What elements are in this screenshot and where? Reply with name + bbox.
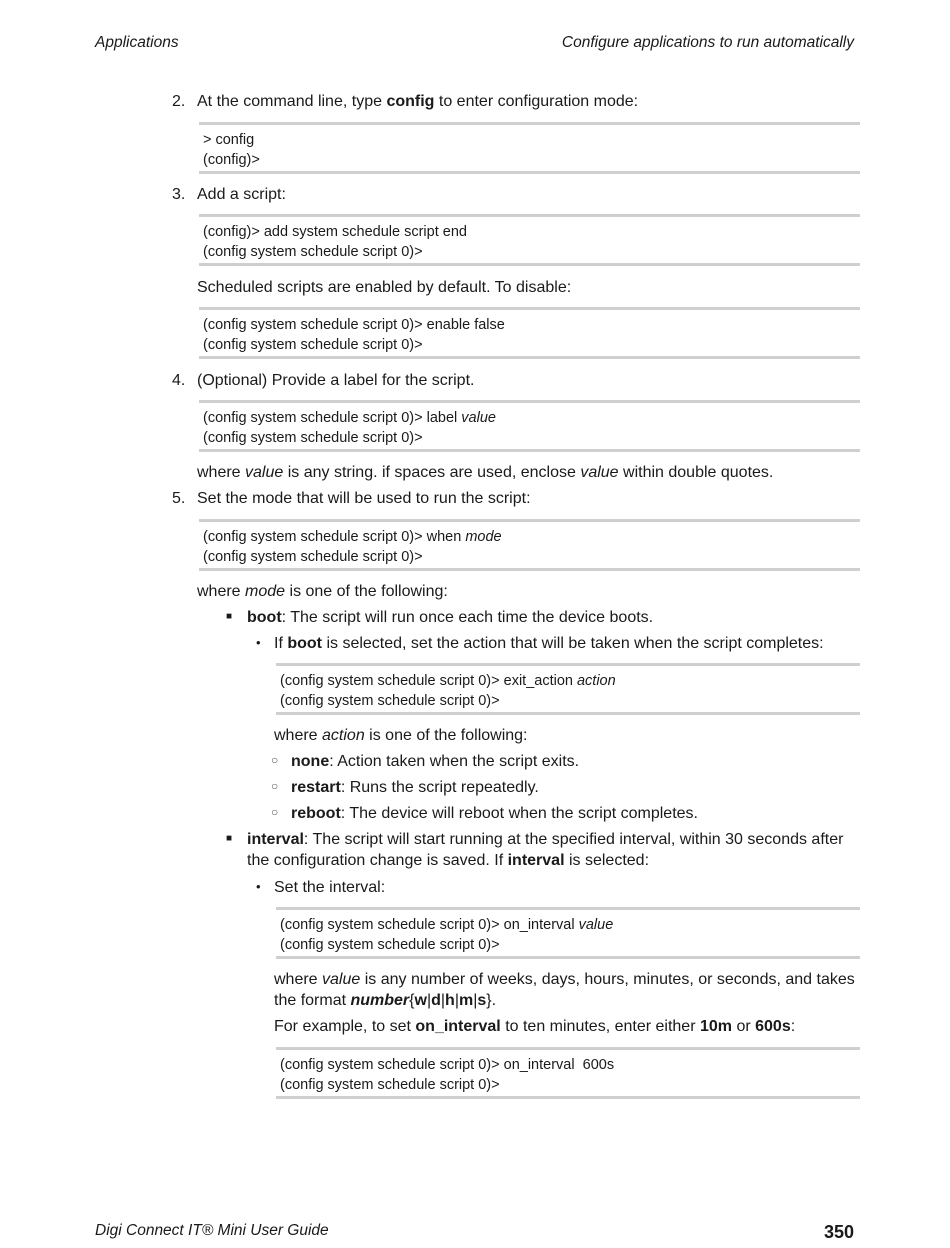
code-line: (config system schedule script 0)> label value	[203, 410, 496, 426]
step-3-text: Add a script:	[197, 186, 286, 203]
paragraph: For example, to set on_interval to ten minutes, enter either 10m or 600s:	[274, 1018, 796, 1035]
list-item: Set the interval:	[274, 879, 386, 896]
code-block	[276, 663, 860, 715]
list-item: If boot is selected, set the action that will be taken when the script completes:	[274, 635, 824, 652]
code-block	[199, 307, 860, 359]
code-line: (config system schedule script 0)> exit_action action	[280, 673, 616, 689]
code-line: (config system schedule script 0)>	[280, 937, 500, 953]
code-block	[199, 400, 860, 452]
code-line: (config system schedule script 0)> enable false	[203, 317, 505, 333]
code-line: (config system schedule script 0)>	[203, 244, 423, 260]
code-line: > config	[203, 132, 255, 148]
paragraph: where value is any string. if spaces are used, enclose value within double quotes.	[197, 464, 774, 481]
step-number: 3.	[172, 186, 186, 203]
running-footer-title: Digi Connect IT® Mini User Guide	[95, 1222, 329, 1239]
code-block	[276, 1047, 860, 1099]
code-line: (config system schedule script 0)> on_interval 600s	[280, 1057, 615, 1073]
step-number: 4.	[172, 372, 186, 389]
step-2-text: At the command line, type config to enter configuration mode:	[197, 93, 639, 110]
running-header-right: Configure applications to run automatically	[561, 34, 854, 51]
paragraph: Scheduled scripts are enabled by default. To disable:	[197, 279, 572, 296]
list-item: none: Action taken when the script exits.	[291, 753, 580, 770]
circle-bullet-icon: ○	[271, 779, 279, 793]
step-4-text: (Optional) Provide a label for the script.	[197, 372, 475, 389]
paragraph: where value is any number of weeks, days, hours, minutes, or seconds, and takes the format number{w|d|h|m|s}.	[274, 971, 855, 1009]
list-item: boot: The script will run once each time the device boots.	[247, 609, 654, 626]
circle-bullet-icon: ○	[271, 753, 279, 767]
code-line: (config system schedule script 0)>	[203, 549, 423, 565]
code-line: (config system schedule script 0)> on_interval value	[280, 917, 614, 933]
code-block	[199, 214, 860, 266]
step-5-text: Set the mode that will be used to run the script:	[197, 490, 531, 507]
paragraph: where action is one of the following:	[274, 727, 528, 744]
list-item: reboot: The device will reboot when the script completes.	[291, 805, 698, 822]
code-line: (config system schedule script 0)>	[280, 1077, 500, 1093]
code-block	[199, 519, 860, 571]
running-header-left: Applications	[95, 34, 179, 51]
list-item: restart: Runs the script repeatedly.	[291, 779, 539, 796]
list-item-line: the configuration change is saved. If interval is selected:	[247, 852, 650, 869]
code-block	[276, 907, 860, 959]
code-line: (config)>	[203, 152, 260, 168]
circle-bullet-icon: ○	[271, 805, 279, 819]
step-number: 2.	[172, 93, 186, 110]
code-line: (config system schedule script 0)>	[203, 430, 423, 446]
page-number: 350	[823, 1222, 854, 1242]
list-item-line: interval: The script will start running at the specified interval, within 30 seconds after	[247, 831, 844, 848]
code-line: (config system schedule script 0)> when mode	[203, 529, 502, 545]
list-item	[247, 829, 843, 871]
paragraph: where mode is one of the following:	[197, 583, 448, 600]
code-line: (config)> add system schedule script end	[203, 224, 467, 240]
code-line: (config system schedule script 0)>	[203, 337, 423, 353]
code-line: (config system schedule script 0)>	[280, 693, 500, 709]
dot-bullet-icon: •	[256, 879, 261, 894]
dot-bullet-icon: •	[256, 635, 261, 650]
square-bullet-icon: ■	[226, 611, 233, 622]
square-bullet-icon: ■	[226, 833, 233, 844]
step-number: 5.	[172, 490, 186, 507]
code-block	[199, 122, 860, 174]
